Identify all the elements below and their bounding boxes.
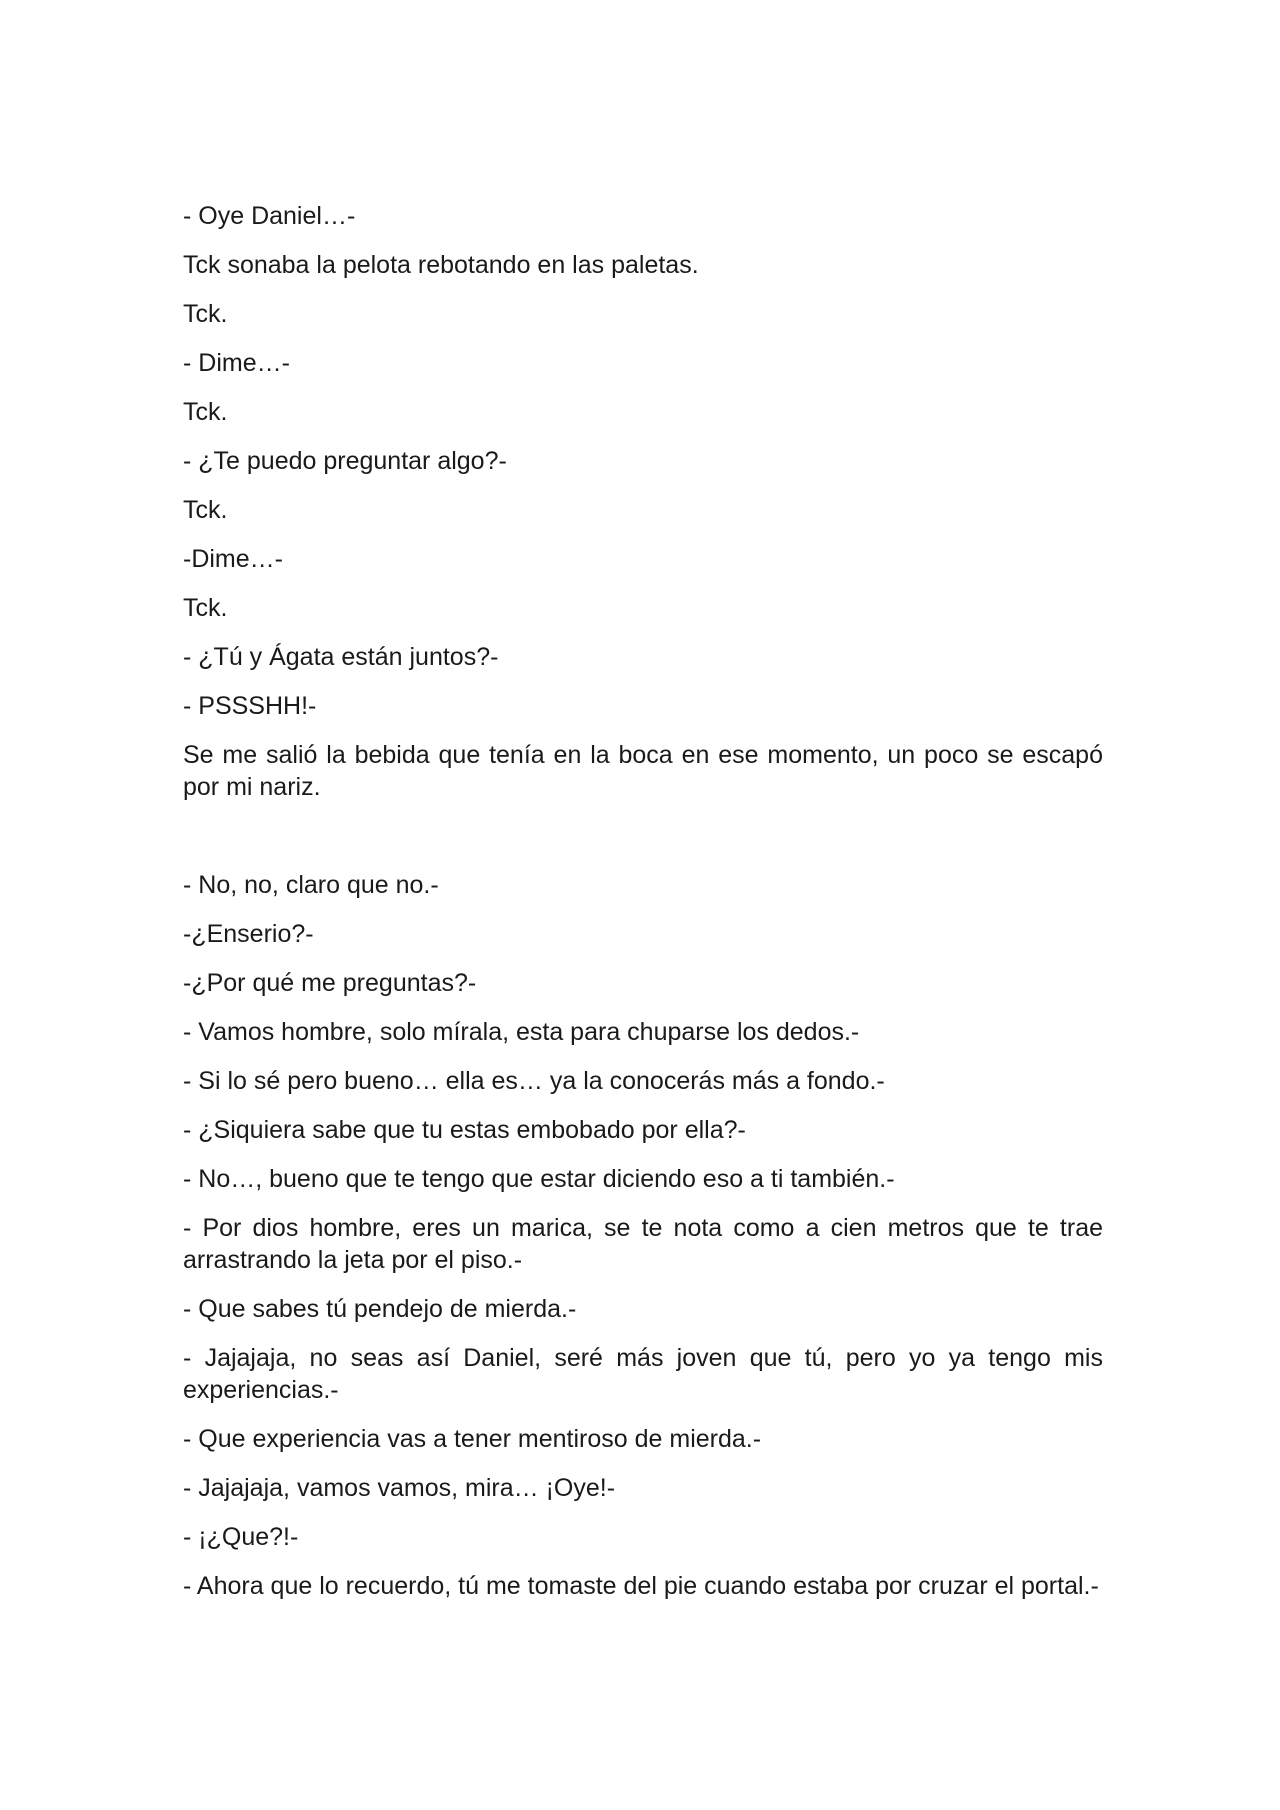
paragraph: - ¿Te puedo preguntar algo?-	[183, 447, 507, 475]
paragraph: - Ahora que lo recuerdo, tú me tomaste del pie cuando estaba por cruzar el portal.-	[183, 1572, 1099, 1600]
paragraph: - Jajajaja, no seas así Daniel, seré más joven que tú, pero yo ya tengo mis experiencias.-	[183, 1344, 1103, 1404]
paragraph: Tck.	[183, 594, 228, 622]
paragraph: Tck.	[183, 398, 228, 426]
paragraph: - ¡¿Que?!-	[183, 1523, 299, 1551]
paragraph: - Que experiencia vas a tener mentiroso de mierda.-	[183, 1425, 762, 1453]
paragraph: -¿Por qué me preguntas?-	[183, 969, 477, 997]
paragraph: Tck.	[183, 496, 228, 524]
paragraph: - Vamos hombre, solo mírala, esta para chuparse los dedos.-	[183, 1018, 860, 1046]
paragraph: Tck sonaba la pelota rebotando en las paletas.	[183, 251, 699, 279]
paragraph: Se me salió la bebida que tenía en la boca en ese momento, un poco se escapó por mi nariz.	[183, 741, 1103, 801]
paragraph: -¿Enserio?-	[183, 920, 314, 948]
paragraph: - Jajajaja, vamos vamos, mira… ¡Oye!-	[183, 1474, 616, 1502]
paragraph: - Si lo sé pero bueno… ella es… ya la conocerás más a fondo.-	[183, 1067, 885, 1095]
paragraph: - No…, bueno que te tengo que estar diciendo eso a ti también.-	[183, 1165, 895, 1193]
paragraph: - ¿Siquiera sabe que tu estas embobado por ella?-	[183, 1116, 746, 1144]
paragraph: - No, no, claro que no.-	[183, 871, 439, 899]
paragraph: - PSSSHH!-	[183, 692, 317, 720]
paragraph: - Que sabes tú pendejo de mierda.-	[183, 1295, 577, 1323]
paragraph: -Dime…-	[183, 545, 283, 573]
paragraph: - Dime…-	[183, 349, 290, 377]
paragraph: - Oye Daniel…-	[183, 202, 356, 230]
paragraph: - Por dios hombre, eres un marica, se te nota como a cien metros que te trae arrastrando la jeta por el piso.-	[183, 1214, 1103, 1274]
paragraph: - ¿Tú y Ágata están juntos?-	[183, 643, 499, 671]
document-body	[183, 200, 1103, 1619]
paragraph: Tck.	[183, 300, 228, 328]
